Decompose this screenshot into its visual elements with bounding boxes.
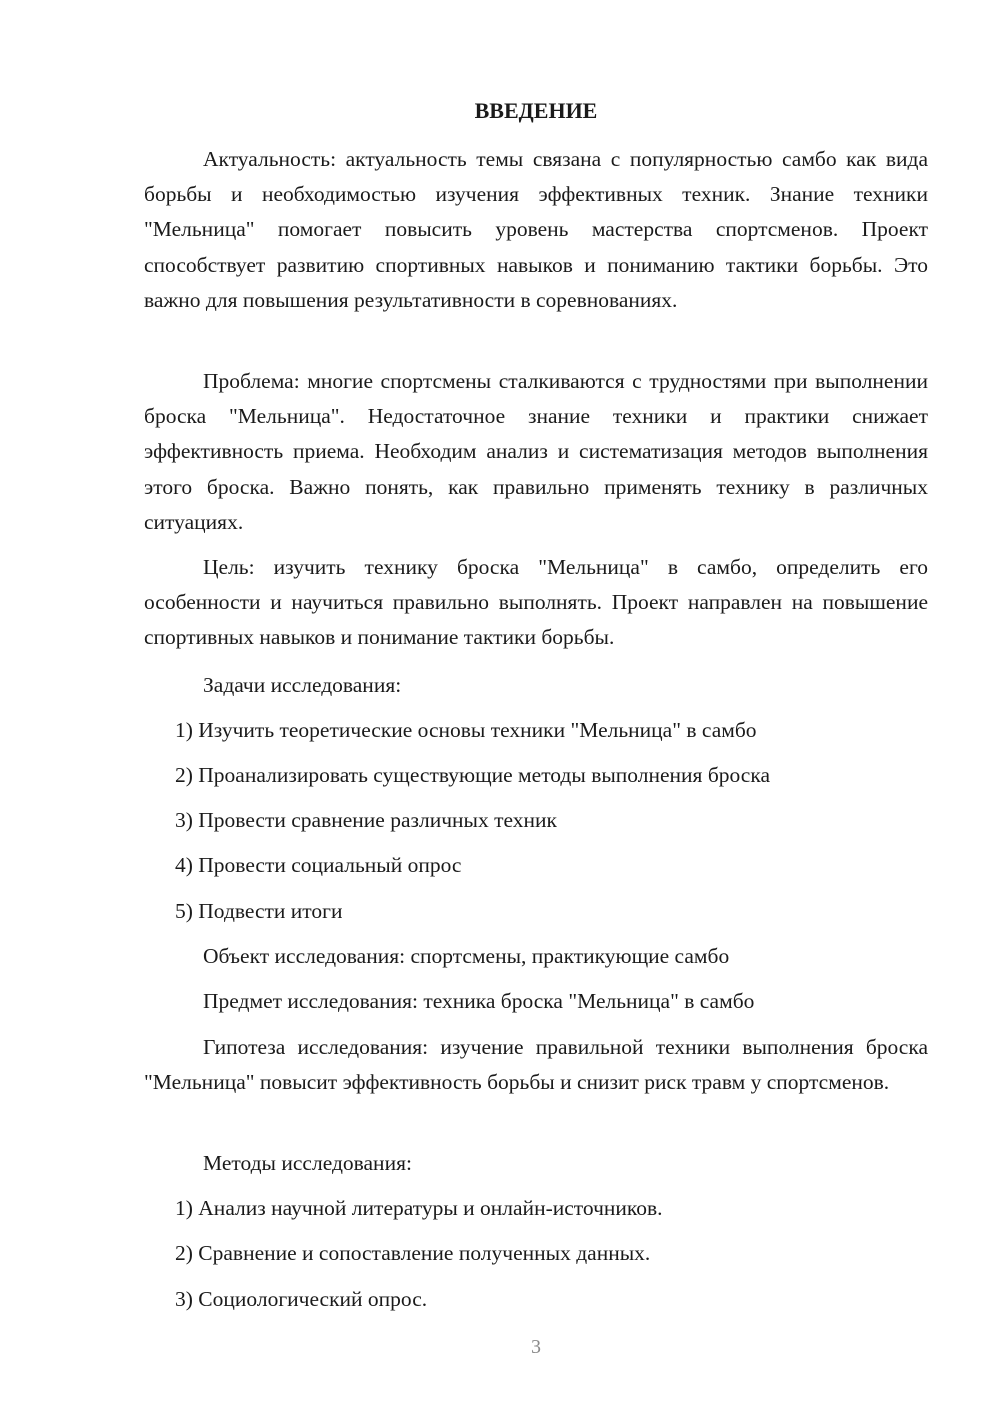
page-title: ВВЕДЕНИЕ: [474, 98, 598, 123]
hypothesis-paragraph: Гипотеза исследования: изучение правильной техники выполнения броска "Мельница" повысит эффективность борьбы и снизит риск травм у спортсменов.: [144, 1035, 928, 1095]
task-item: 2) Проанализировать существующие методы выполнения броска: [175, 763, 770, 787]
document-page: [144, 0, 928, 1414]
page-number: 3: [531, 1336, 541, 1358]
research-object: Объект исследования: спортсмены, практикующие самбо: [203, 944, 730, 968]
method-item: 3) Социологический опрос.: [175, 1287, 428, 1311]
problem-paragraph: Проблема: многие спортсмены сталкиваются с трудностями при выполнении броска "Мельница". Недостаточное знание техники и практики снижает эффективность приема. Необходим анализ и систематизация методов выполнения этого броска. Важно понять, как правильно применять технику в различных ситуациях.: [144, 369, 928, 534]
task-item: 3) Провести сравнение различных техник: [175, 808, 557, 832]
task-item: 5) Подвести итоги: [175, 899, 343, 923]
method-item: 1) Анализ научной литературы и онлайн-источников.: [175, 1196, 663, 1220]
task-item: 1) Изучить теоретические основы техники "Мельница" в самбо: [175, 718, 757, 742]
task-item: 4) Провести социальный опрос: [175, 853, 462, 877]
method-item: 2) Сравнение и сопоставление полученных данных.: [175, 1241, 651, 1265]
methods-heading: Методы исследования:: [203, 1151, 412, 1175]
goal-paragraph: Цель: изучить технику броска "Мельница" в самбо, определить его особенности и научиться правильно выполнять. Проект направлен на повышение спортивных навыков и понимание тактики борьбы.: [144, 555, 928, 650]
relevance-paragraph: Актуальность: актуальность темы связана с популярностью самбо как вида борьбы и необходимостью изучения эффективных техник. Знание техники "Мельница" помогает повысить уровень мастерства спортсменов. Проект способствует развитию спортивных навыков и пониманию тактики борьбы. Это важно для повышения результативности в соревнованиях.: [144, 147, 928, 312]
research-subject: Предмет исследования: техника броска "Мельница" в самбо: [203, 989, 755, 1013]
tasks-heading: Задачи исследования:: [203, 673, 402, 697]
